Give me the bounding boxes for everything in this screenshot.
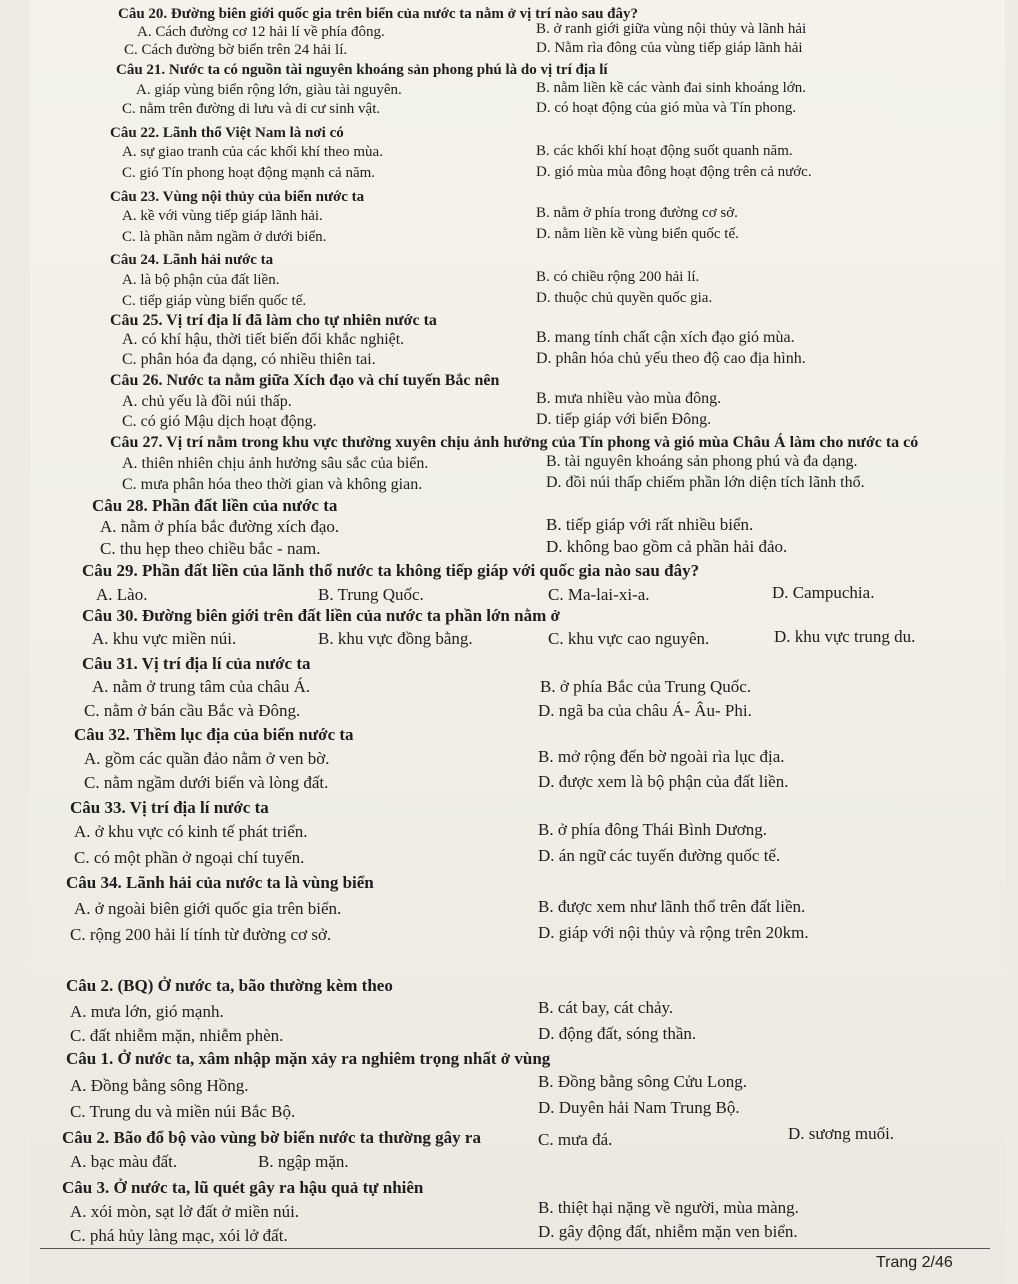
question-1-option-b: B. Đồng bằng sông Cửu Long.	[538, 1072, 747, 1091]
question-29-option-b: B. Trung Quốc.	[318, 585, 424, 604]
question-34-option-c: C. rộng 200 hải lí tính từ đường cơ sở.	[70, 925, 332, 944]
question-33-option-d: D. án ngữ các tuyến đường quốc tế.	[538, 846, 781, 865]
question-20-option-a: A. Cách đường cơ 12 hải lí về phía đông.	[137, 24, 385, 40]
question-29-option-a: A. Lào.	[96, 585, 148, 604]
question-33-option-a: A. ở khu vực có kinh tế phát triển.	[74, 822, 308, 841]
question-33-option-b: B. ở phía đông Thái Bình Dương.	[538, 820, 767, 839]
question-34-option-d: D. giáp với nội thủy và rộng trên 20km.	[538, 923, 809, 942]
question-1-stem: Câu 1. Ở nước ta, xâm nhập mặn xảy ra nghiêm trọng nhất ở vùng	[66, 1049, 551, 1068]
footer-divider	[40, 1248, 990, 1249]
question-30-option-a: A. khu vực miền núi.	[92, 629, 237, 648]
question-2-bq-stem: Câu 2. (BQ) Ở nước ta, bão thường kèm theo	[66, 976, 393, 995]
question-2-option-c: C. mưa đá.	[538, 1130, 613, 1149]
question-23-option-d: D. nằm liền kề vùng biển quốc tế.	[536, 226, 739, 242]
question-31-option-d: D. ngã ba của châu Á- Âu- Phi.	[538, 701, 752, 720]
question-22-option-b: B. các khối khí hoạt động suốt quanh năm.	[536, 143, 793, 159]
question-29-option-c: C. Ma-lai-xi-a.	[548, 585, 650, 604]
question-20-option-c: C. Cách đường bờ biển trên 24 hải lí.	[124, 42, 348, 58]
question-23-option-c: C. là phần nằm ngầm ở dưới biển.	[122, 229, 327, 245]
question-2-option-b: B. ngập mặn.	[258, 1152, 349, 1171]
question-21-option-d: D. có hoạt động của gió mùa và Tín phong.	[536, 100, 797, 116]
question-27-option-d: D. đồi núi thấp chiếm phần lớn diện tích lãnh thổ.	[546, 474, 865, 491]
question-2-bq-option-b: B. cát bay, cát chảy.	[538, 998, 674, 1017]
question-20-option-b: B. ở ranh giới giữa vùng nội thủy và lãnh hải	[536, 21, 807, 37]
question-27-option-c: C. mưa phân hóa theo thời gian và không gian.	[122, 476, 423, 493]
question-27-stem: Câu 27. Vị trí nằm trong khu vực thường xuyên chịu ảnh hưởng của Tín phong và gió mùa Châu Á làm cho nước ta có	[110, 434, 919, 451]
question-28-stem: Câu 28. Phần đất liền của nước ta	[92, 496, 338, 515]
page-number: Trang 2/46	[876, 1254, 953, 1271]
question-26-option-a: A. chủ yếu là đồi núi thấp.	[122, 393, 292, 410]
question-1-option-a: A. Đồng bằng sông Hồng.	[70, 1076, 249, 1095]
question-22-stem: Câu 22. Lãnh thổ Việt Nam là nơi có	[110, 125, 344, 141]
question-21-stem: Câu 21. Nước ta có nguồn tài nguyên khoáng sản phong phú là do vị trí địa lí	[116, 62, 608, 78]
question-32-option-a: A. gồm các quần đảo nằm ở ven bờ.	[84, 749, 330, 768]
question-22-option-c: C. gió Tín phong hoạt động mạnh cả năm.	[122, 165, 376, 181]
question-3-stem: Câu 3. Ở nước ta, lũ quét gây ra hậu quả tự nhiên	[62, 1178, 424, 1197]
question-21-option-b: B. nằm liền kề các vành đai sinh khoáng lớn.	[536, 80, 806, 96]
question-24-option-c: C. tiếp giáp vùng biển quốc tế.	[122, 293, 307, 309]
question-3-option-a: A. xói mòn, sạt lở đất ở miền núi.	[70, 1202, 300, 1221]
question-34-stem: Câu 34. Lãnh hải của nước ta là vùng biển	[66, 873, 374, 892]
question-34-option-b: B. được xem như lãnh thổ trên đất liền.	[538, 897, 806, 916]
question-25-option-b: B. mang tính chất cận xích đạo gió mùa.	[536, 329, 795, 346]
question-26-option-c: C. có gió Mậu dịch hoạt động.	[122, 413, 317, 430]
question-22-option-a: A. sự giao tranh của các khối khí theo mùa.	[122, 144, 383, 160]
question-31-option-b: B. ở phía Bắc của Trung Quốc.	[540, 677, 752, 696]
question-2-option-d: D. sương muối.	[788, 1124, 895, 1143]
question-32-option-b: B. mở rộng đến bờ ngoài rìa lục địa.	[538, 747, 785, 766]
question-32-option-d: D. được xem là bộ phận của đất liền.	[538, 772, 789, 791]
question-33-stem: Câu 33. Vị trí địa lí nước ta	[70, 798, 269, 817]
question-22-option-d: D. gió mùa mùa đông hoạt động trên cả nước.	[536, 164, 812, 180]
question-31-stem: Câu 31. Vị trí địa lí của nước ta	[82, 654, 311, 673]
question-2-bq-option-c: C. đất nhiễm mặn, nhiễm phèn.	[70, 1026, 284, 1045]
question-30-option-b: B. khu vực đồng bằng.	[318, 629, 473, 648]
question-29-stem: Câu 29. Phần đất liền của lãnh thổ nước ta không tiếp giáp với quốc gia nào sau đây?	[82, 561, 700, 580]
question-27-option-b: B. tài nguyên khoáng sản phong phú và đa dạng.	[546, 453, 858, 470]
question-20-stem: Câu 20. Đường biên giới quốc gia trên biển của nước ta nằm ở vị trí nào sau đây?	[118, 6, 639, 22]
question-30-option-c: C. khu vực cao nguyên.	[548, 629, 710, 648]
question-28-option-a: A. nằm ở phía bắc đường xích đạo.	[100, 517, 340, 536]
question-3-option-d: D. gây động đất, nhiễm mặn ven biển.	[538, 1222, 798, 1241]
question-32-option-c: C. nằm ngầm dưới biển và lòng đất.	[84, 773, 329, 792]
question-23-stem: Câu 23. Vùng nội thủy của biển nước ta	[110, 189, 365, 205]
question-31-option-c: C. nằm ở bán cầu Bắc và Đông.	[84, 701, 301, 720]
question-28-option-d: D. không bao gồm cả phần hải đảo.	[546, 537, 788, 556]
question-29-option-d: D. Campuchia.	[772, 583, 875, 602]
question-25-option-a: A. có khí hậu, thời tiết biến đổi khắc nghiệt.	[122, 331, 405, 348]
question-25-option-c: C. phân hóa đa dạng, có nhiều thiên tai.	[122, 351, 376, 368]
question-23-option-a: A. kề với vùng tiếp giáp lãnh hải.	[122, 208, 323, 224]
question-28-option-b: B. tiếp giáp với rất nhiều biển.	[546, 515, 754, 534]
question-3-option-b: B. thiệt hại nặng về người, mùa màng.	[538, 1198, 799, 1217]
question-2-bq-option-d: D. động đất, sóng thần.	[538, 1024, 697, 1043]
question-21-option-a: A. giáp vùng biển rộng lớn, giàu tài nguyên.	[136, 82, 402, 98]
question-34-option-a: A. ở ngoài biên giới quốc gia trên biển.	[74, 899, 342, 918]
question-25-stem: Câu 25. Vị trí địa lí đã làm cho tự nhiên nước ta	[110, 312, 437, 329]
question-24-option-d: D. thuộc chủ quyền quốc gia.	[536, 290, 713, 306]
question-2-bq-option-a: A. mưa lớn, gió mạnh.	[70, 1002, 224, 1021]
question-24-stem: Câu 24. Lãnh hải nước ta	[110, 252, 274, 268]
question-32-stem: Câu 32. Thềm lục địa của biển nước ta	[74, 725, 354, 744]
question-24-option-b: B. có chiều rộng 200 hải lí.	[536, 269, 700, 285]
question-27-option-a: A. thiên nhiên chịu ảnh hưởng sâu sắc của biển.	[122, 455, 429, 472]
question-30-stem: Câu 30. Đường biên giới trên đất liền của nước ta phần lớn nằm ở	[82, 606, 560, 625]
question-33-option-c: C. có một phần ở ngoại chí tuyến.	[74, 848, 305, 867]
question-2-stem: Câu 2. Bão đổ bộ vào vùng bờ biển nước ta thường gây ra	[62, 1128, 481, 1147]
question-25-option-d: D. phân hóa chủ yếu theo độ cao địa hình.	[536, 350, 806, 367]
question-3-option-c: C. phá hủy làng mạc, xói lở đất.	[70, 1226, 288, 1245]
question-21-option-c: C. nằm trên đường di lưu và di cư sinh vật.	[122, 101, 381, 117]
question-23-option-b: B. nằm ở phía trong đường cơ sở.	[536, 205, 738, 221]
question-20-option-d: D. Nằm rìa đông của vùng tiếp giáp lãnh hải	[536, 40, 803, 56]
question-26-option-b: B. mưa nhiều vào mùa đông.	[536, 390, 722, 407]
question-28-option-c: C. thu hẹp theo chiều bắc - nam.	[100, 539, 321, 558]
question-26-option-d: D. tiếp giáp với biển Đông.	[536, 411, 712, 428]
question-2-option-a: A. bạc màu đất.	[70, 1152, 178, 1171]
question-1-option-c: C. Trung du và miền núi Bắc Bộ.	[70, 1102, 296, 1121]
question-24-option-a: A. là bộ phận của đất liền.	[122, 272, 280, 288]
question-26-stem: Câu 26. Nước ta nằm giữa Xích đạo và chí tuyến Bắc nên	[110, 372, 500, 389]
question-31-option-a: A. nằm ở trung tâm của châu Á.	[92, 677, 311, 696]
question-30-option-d: D. khu vực trung du.	[774, 627, 916, 646]
question-1-option-d: D. Duyên hải Nam Trung Bộ.	[538, 1098, 740, 1117]
